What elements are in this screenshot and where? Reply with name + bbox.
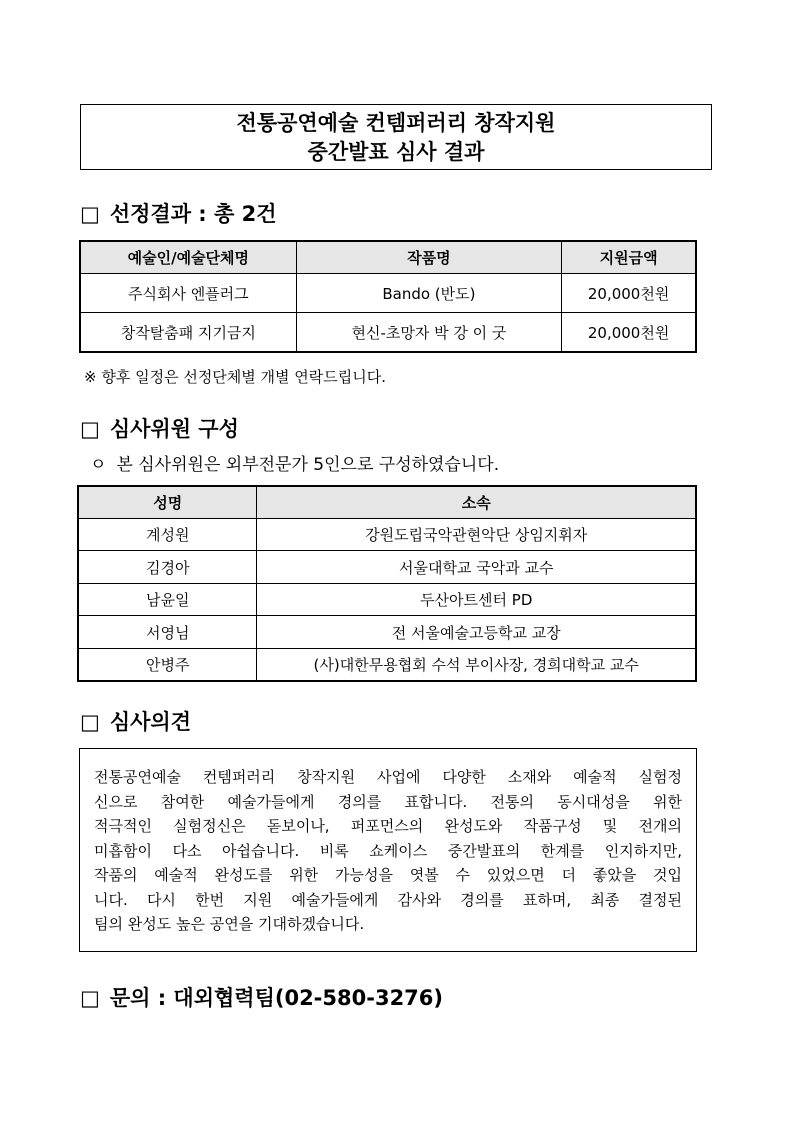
- committee-header-affiliation: 소속: [257, 487, 696, 519]
- committee-header-name: 성명: [79, 487, 257, 519]
- checkbox-square-icon: □: [80, 417, 100, 441]
- selection-table: [80, 241, 696, 352]
- selection-header-amount: 지원금액: [562, 242, 696, 274]
- selection-heading: [80, 200, 277, 228]
- committee-intro: [90, 450, 499, 475]
- committee-cell-name: 안병주: [79, 649, 257, 681]
- document-title-line1: 전통공연예술 컨템퍼러리 창작지원: [236, 111, 556, 135]
- committee-cell-affiliation: 서울대학교 국악과 교수: [257, 551, 696, 584]
- opinion-line: 작품의 예술적 완성도를 위한 가능성을 엿볼 수 있었으면 더 좋았을 것입: [94, 866, 682, 884]
- selection-cell-amount: 20,000천원: [562, 313, 696, 352]
- checkbox-square-icon: □: [80, 986, 100, 1010]
- committee-intro-text: 본 심사위원은 외부전문가 5인으로 구성하였습니다.: [116, 455, 500, 475]
- committee-cell-name: 김경아: [79, 551, 257, 584]
- selection-header-work: 작품명: [296, 242, 562, 274]
- table-row: [81, 274, 696, 313]
- committee-table-header-row: [79, 487, 696, 519]
- committee-cell-name: 서영님: [79, 616, 257, 649]
- document-title-line2: 중간발표 심사 결과: [307, 140, 485, 164]
- selection-table-header-row: [81, 242, 696, 274]
- committee-cell-name: 계성원: [79, 519, 257, 551]
- contact-heading: [80, 984, 443, 1012]
- opinion-line: 미흡함이 다소 아쉽습니다. 비록 쇼케이스 중간발표의 한계를 인지하지만,: [94, 841, 682, 860]
- opinion-line: 팀의 완성도 높은 공연을 기대하겠습니다.: [94, 915, 365, 933]
- table-row: [81, 313, 696, 352]
- selection-heading-text: 선정결과 : 총 2건: [109, 202, 277, 226]
- opinion-line: 전통공연예술 컨템퍼러리 창작지원 사업에 다양한 소재와 예술적 실험정: [94, 768, 682, 786]
- committee-heading-text: 심사위원 구성: [109, 417, 239, 441]
- committee-cell-affiliation: 강원도립국악관현악단 상임지휘자: [257, 519, 696, 551]
- table-row: [79, 616, 696, 649]
- table-row: [79, 584, 696, 616]
- opinion-line: 적극적인 실험정신은 돋보이나, 퍼포먼스의 완성도와 작품구성 및 전개의: [94, 817, 682, 835]
- contact-heading-text: 문의 : 대외협력팀(02-580-3276): [109, 986, 443, 1010]
- selection-header-artist: 예술인/예술단체명: [81, 242, 297, 274]
- committee-table: [78, 486, 696, 681]
- opinion-heading: [80, 708, 191, 736]
- selection-cell-amount: 20,000천원: [562, 274, 696, 313]
- committee-cell-name: 남윤일: [79, 584, 257, 616]
- committee-cell-affiliation: (사)대한무용협회 수석 부이사장, 경희대학교 교수: [257, 649, 696, 681]
- selection-cell-artist: 주식회사 엔플러그: [81, 274, 297, 313]
- selection-cell-work: Bando (반도): [296, 274, 562, 313]
- table-row: [79, 519, 696, 551]
- opinion-line: 니다. 다시 한번 지원 예술가들에게 감사와 경의를 표하며, 최종 결정된: [94, 890, 682, 909]
- committee-cell-affiliation: 전 서울예술고등학교 교장: [257, 616, 696, 649]
- table-row: [79, 649, 696, 681]
- schedule-note: ※ 향후 일정은 선정단체별 개별 연락드립니다.: [84, 368, 386, 386]
- selection-cell-work: 현신-초망자 박 강 이 굿: [296, 313, 562, 352]
- committee-cell-affiliation: 두산아트센터 PD: [257, 584, 696, 616]
- opinion-heading-text: 심사의견: [109, 710, 191, 734]
- selection-cell-artist: 창작탈춤패 지기금지: [81, 313, 297, 352]
- opinion-line: 신으로 참여한 예술가들에게 경의를 표합니다. 전통의 동시대성을 위한: [94, 792, 682, 811]
- opinion-text-box: [79, 748, 697, 952]
- bullet-circle-icon: ㅇ: [90, 455, 107, 475]
- committee-heading: [80, 415, 239, 443]
- document-title-box: [80, 104, 712, 170]
- checkbox-square-icon: □: [80, 202, 100, 226]
- checkbox-square-icon: □: [80, 710, 100, 734]
- table-row: [79, 551, 696, 584]
